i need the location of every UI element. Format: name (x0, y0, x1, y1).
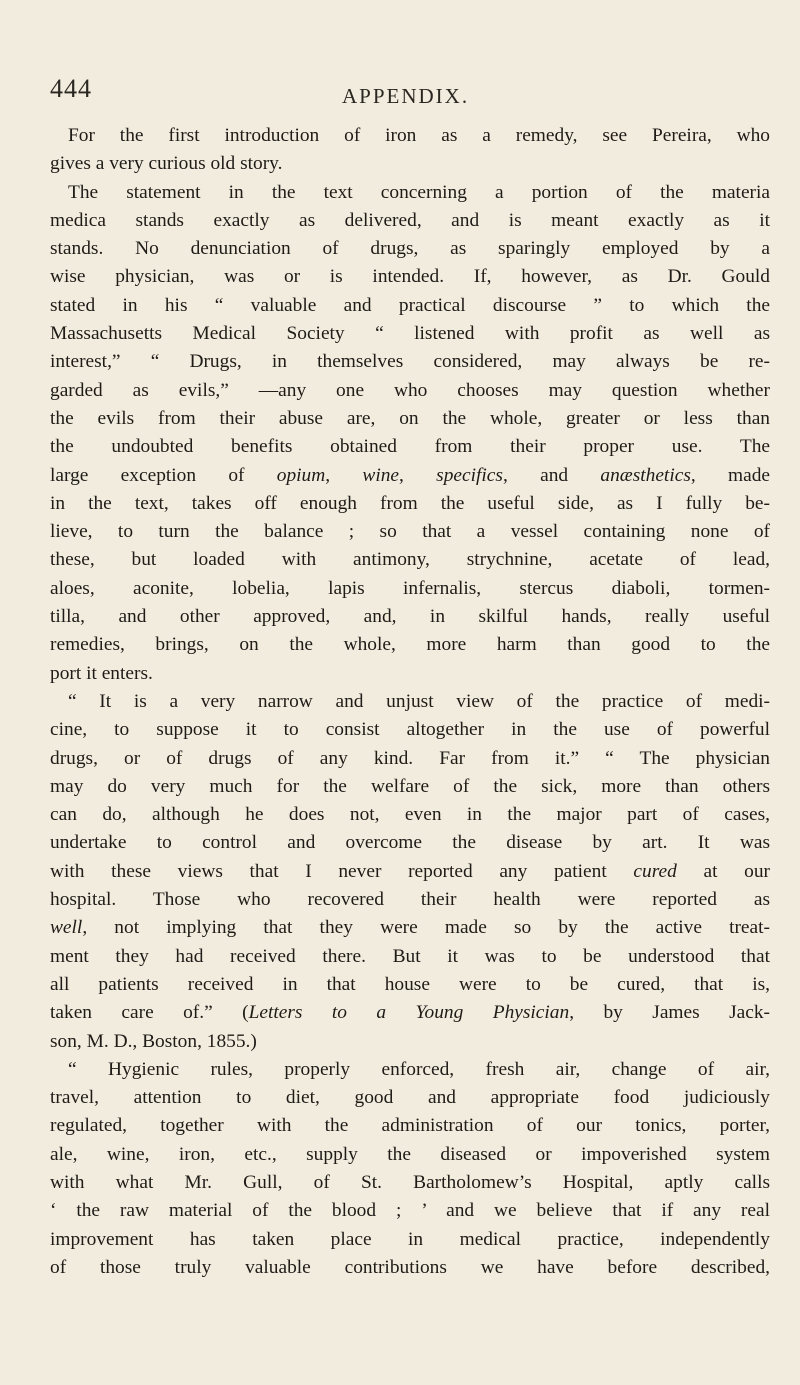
text-fragment: , made (690, 464, 770, 486)
text-line: lieve, to turn the balance ; so that a vessel containing none of (50, 521, 770, 543)
page-header (50, 74, 770, 108)
text-line: travel, attention to diet, good and appropriate food judiciously (50, 1087, 770, 1109)
text-line: ment they had received there. But it was to be understood that (50, 945, 770, 967)
text-line: in the text, takes off enough from the useful side, as I fully be- (50, 492, 770, 514)
text-fragment: large exception of (50, 464, 277, 486)
italic-term: opium (276, 464, 326, 486)
text-line: The statement in the text concerning a portion of the materia (68, 181, 770, 203)
text-line: all patients received in that house were to be cured, that is, (50, 973, 770, 995)
text-line: Massachusetts Medical Society “ listened with profit as well as (50, 323, 770, 345)
running-head: APPENDIX. (342, 84, 470, 108)
text-line: tilla, and other approved, and, in skilful hands, really useful (50, 606, 770, 628)
text-line: can do, although he does not, even in the major part of cases, (50, 804, 770, 826)
text-line: drugs, or of drugs of any kind. Far from it.” “ The physician (50, 747, 770, 769)
text-line: wise physician, was or is intended. If, however, as Dr. Gould (50, 266, 770, 288)
text-line: “ Hygienic rules, properly enforced, fresh air, change of air, (68, 1058, 770, 1080)
text-line: stands. No denunciation of drugs, as sparingly employed by a (50, 238, 770, 260)
text-line: For the first introduction of iron as a remedy, see Pereira, who (68, 125, 770, 146)
text-line: medica stands exactly as delivered, and is meant exactly as it (50, 209, 770, 231)
text-line: may do very much for the welfare of the sick, more than others (50, 775, 770, 797)
italic-term: cured (633, 860, 677, 882)
text-line: regulated, together with the administration of our tonics, porter, (50, 1115, 770, 1137)
text-line: hospital. Those who recovered their health were reported as (50, 889, 770, 911)
text-line-italic-terms (50, 858, 770, 886)
text-line: son, M. D., Boston, 1855.) (50, 1030, 257, 1052)
italic-term: well (50, 917, 83, 939)
italic-term: wine (362, 464, 400, 486)
text-fragment: , by James Jack- (569, 1002, 770, 1024)
text-line: “ It is a very narrow and unjust view of the practice of medi- (68, 690, 770, 712)
text-line: interest,” “ Drugs, in themselves considered, may always be re- (50, 351, 770, 373)
text-fragment: , (325, 464, 363, 486)
text-line: cine, to suppose it to consist altogether in the use of powerful (50, 719, 770, 741)
text-line: gives a very curious old story. (50, 153, 283, 175)
text-line: of those truly valuable contributions we have before described, (50, 1256, 770, 1278)
text-line: remedies, brings, on the whole, more harm than good to the (50, 634, 770, 656)
text-fragment: , and (502, 464, 601, 486)
text-line-italic-terms (50, 999, 770, 1027)
page-number: 444 (50, 74, 92, 103)
text-fragment: with these views that I never reported any patient (50, 860, 634, 882)
text-line-italic-terms (50, 914, 770, 942)
italic-term: specifics (436, 464, 503, 486)
text-line-italic-terms (50, 462, 770, 490)
text-line: port it enters. (50, 662, 153, 684)
text-line: garded as evils,” —any one who chooses may question whether (50, 379, 770, 401)
italic-term: anæsthetics (600, 464, 691, 486)
text-line: ‘ the raw material of the blood ; ’ and we believe that if any real (50, 1200, 770, 1222)
text-line: with what Mr. Gull, of St. Bartholomew’s Hospital, aptly calls (50, 1171, 770, 1193)
text-fragment: , (399, 464, 437, 486)
book-title: Letters to a Young Physician (248, 1002, 570, 1024)
text-fragment: taken care of.” ( (50, 1002, 249, 1024)
text-line: the undoubted benefits obtained from their proper use. The (50, 436, 770, 458)
text-fragment: , not implying that they were made so by the active treat- (82, 917, 770, 939)
text-fragment: at our (676, 860, 770, 882)
text-line: aloes, aconite, lobelia, lapis infernalis, stercus diaboli, tormen- (50, 577, 770, 599)
text-line: undertake to control and overcome the disease by art. It was (50, 832, 770, 854)
text-line: improvement has taken place in medical practice, independently (50, 1228, 770, 1250)
body-text (50, 122, 770, 1282)
text-line: these, but loaded with antimony, strychnine, acetate of lead, (50, 549, 770, 571)
text-line: stated in his “ valuable and practical discourse ” to which the (50, 294, 770, 316)
text-line: the evils from their abuse are, on the whole, greater or less than (50, 407, 770, 429)
text-line: ale, wine, iron, etc., supply the diseased or impoverished system (50, 1143, 770, 1165)
